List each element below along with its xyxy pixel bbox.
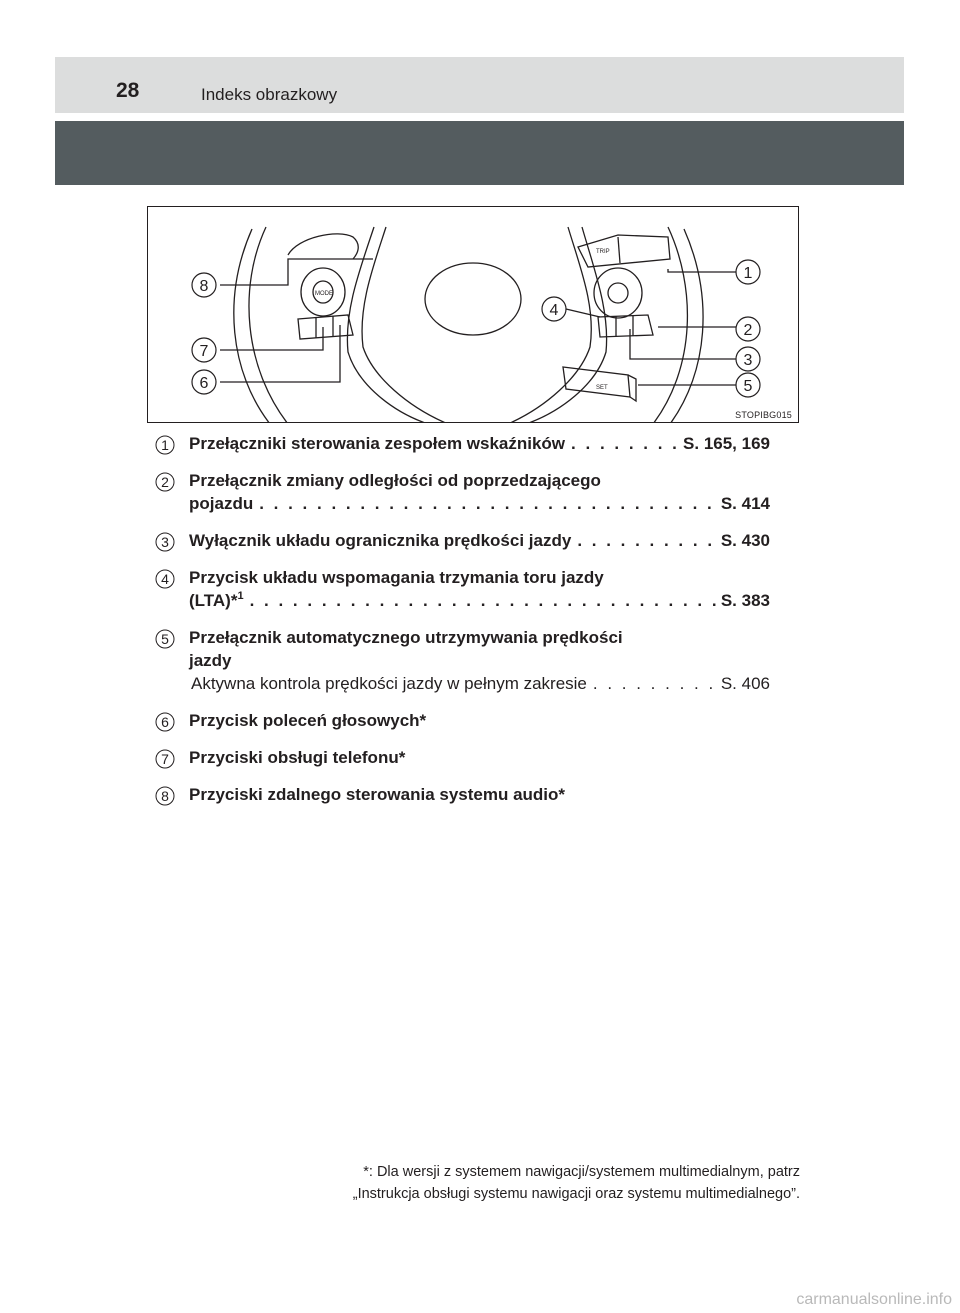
item-title: Przycisk poleceń głosowych* <box>189 711 427 730</box>
list-item <box>155 783 770 806</box>
footnote-mark: 1 <box>237 590 244 602</box>
figure-code: STOPIBG015 <box>735 410 792 420</box>
svg-text:1: 1 <box>743 265 753 282</box>
svg-text:3: 3 <box>161 534 169 550</box>
item-title: Przełącznik automatycznego utrzymywania prędkości <box>189 628 623 647</box>
number-badge <box>155 532 175 552</box>
page-ref-link[interactable]: S. 165, 169 <box>683 434 770 453</box>
page-ref-link[interactable]: S. 406 <box>720 674 770 693</box>
number-badge <box>155 435 175 455</box>
steering-wheel-illustration <box>148 207 799 423</box>
trip-button-label: TRIP <box>596 249 610 255</box>
footnote-line-2: „Instrukcja obsługi systemu nawigacji oraz systemu multimedialnego”. <box>352 1186 800 1202</box>
svg-text:7: 7 <box>199 343 209 360</box>
item-title: Przełączniki sterowania zespołem wskaźników <box>189 434 566 453</box>
watermark-text: carmanualsonline.info <box>796 1291 952 1308</box>
dark-banner <box>55 121 904 185</box>
number-badge <box>155 472 175 492</box>
item-title: Przyciski obsługi telefonu* <box>189 748 406 767</box>
list-item <box>155 626 770 695</box>
footnote-line-1: *: Dla wersji z systemem nawigacji/systemem multimedialnym, patrz <box>363 1164 800 1180</box>
callout-7 <box>192 338 216 362</box>
list-item <box>155 432 770 455</box>
item-title-continued: pojazdu <box>189 494 254 513</box>
callout-6 <box>192 370 216 394</box>
page-ref-link[interactable]: S. 383 <box>720 591 770 610</box>
steering-wheel-figure <box>147 206 799 423</box>
item-title: Przycisk układu wspomagania trzymania toru jazdy <box>189 568 604 587</box>
mode-button-label: MODE <box>315 291 333 297</box>
footnote <box>353 1161 800 1205</box>
svg-text:3: 3 <box>743 352 753 369</box>
dot-leader <box>571 432 679 455</box>
item-title: Przyciski zdalnego sterowania systemu audio* <box>189 785 566 804</box>
svg-text:5: 5 <box>743 378 753 395</box>
item-title: Wyłącznik układu ogranicznika prędkości jazdy <box>189 531 572 550</box>
list-item <box>155 746 770 769</box>
list-item <box>155 469 770 515</box>
callout-5 <box>736 373 760 397</box>
svg-text:4: 4 <box>161 571 169 587</box>
item-title-continued: (LTA)*$^1$ <box>189 590 244 610</box>
svg-text:1: 1 <box>161 437 169 453</box>
svg-text:8: 8 <box>199 278 209 295</box>
page-ref-link[interactable]: S. 430 <box>720 531 770 550</box>
svg-text:2: 2 <box>161 474 169 490</box>
svg-text:4: 4 <box>549 302 559 319</box>
dot-leader <box>593 672 717 695</box>
section-title: Indeks obrazkowy <box>201 85 338 104</box>
dot-leader <box>259 492 717 515</box>
callout-4 <box>542 297 566 321</box>
header-band <box>55 57 904 113</box>
number-badge <box>155 569 175 589</box>
callout-1 <box>736 260 760 284</box>
number-badge <box>155 712 175 732</box>
svg-text:8: 8 <box>161 788 169 804</box>
number-badge <box>155 629 175 649</box>
item-title: Przełącznik zmiany odległości od poprzedzającego <box>189 471 601 490</box>
callout-2 <box>736 317 760 341</box>
list-item <box>155 529 770 552</box>
item-title-continued: jazdy <box>189 651 232 670</box>
number-badge <box>155 749 175 769</box>
svg-text:2: 2 <box>743 322 753 339</box>
list-item <box>155 709 770 732</box>
svg-text:6: 6 <box>199 375 209 392</box>
dot-leader <box>250 589 717 612</box>
callout-8 <box>192 273 216 297</box>
lever-set-label: SET <box>596 385 608 391</box>
sub-item-text: Aktywna kontrola prędkości jazdy w pełnym zakresie <box>191 674 587 693</box>
page-number: 28 <box>116 79 140 102</box>
number-badge <box>155 786 175 806</box>
page-ref-link[interactable]: S. 414 <box>720 494 770 513</box>
svg-text:7: 7 <box>161 751 169 767</box>
dot-leader <box>577 529 717 552</box>
item-list <box>155 432 770 820</box>
callout-3 <box>736 347 760 371</box>
svg-text:5: 5 <box>161 631 169 647</box>
list-item <box>155 566 770 612</box>
svg-text:6: 6 <box>161 714 169 730</box>
